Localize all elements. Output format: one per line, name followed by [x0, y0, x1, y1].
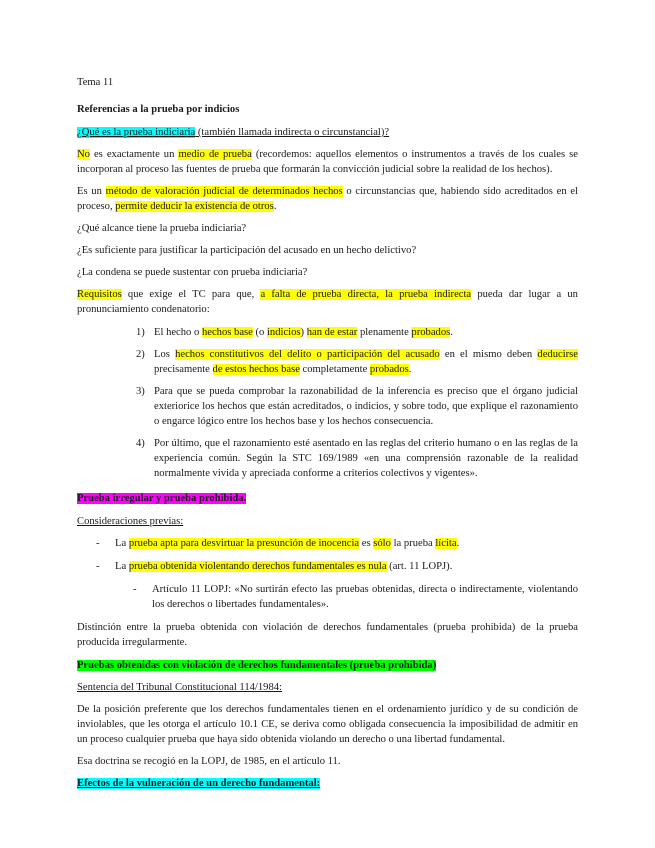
list-number: 1): [136, 327, 145, 338]
highlight-yellow: prueba obtenida violentando derechos fundamentales es nula: [128, 561, 387, 572]
sentencia-reference: Sentencia del Tribunal Constitucional 114/1984:: [77, 682, 282, 693]
previous-considerations: Consideraciones previas:: [77, 516, 184, 527]
text-run: (recordemos: aquellos elementos o instrumentos a través de los cuales se incorporan al proceso las fuentes de prueba que formarán la convicción judicial sobre la realidad de los hechos).: [77, 149, 578, 175]
question-conviction: ¿La condena se puede sustentar con prueba indiciaria?: [77, 267, 308, 278]
text-run: El hecho o: [154, 327, 202, 338]
text-run: ): [300, 327, 307, 338]
text-run: (art. 11 LOPJ).: [386, 561, 453, 572]
dash-bullet: -: [96, 538, 100, 549]
highlight-yellow: medio de prueba: [178, 149, 252, 160]
question-what-is: [77, 125, 578, 140]
text-run: en el mismo deben: [439, 349, 538, 360]
text-run: completamente: [299, 364, 370, 375]
heading-effects: [77, 776, 578, 791]
list-item: [77, 436, 578, 481]
text-run: Es un: [77, 186, 106, 197]
highlight-yellow: probados: [369, 364, 409, 375]
paragraph-distinction: Distinción entre la prueba obtenida con violación de derechos fundamentales (prueba prohibida) de la prueba producida irregularmente.: [77, 622, 578, 648]
highlight-yellow: método de valoración judicial de determinados hechos: [105, 186, 343, 197]
highlight-yellow: de estos hechos base: [212, 364, 300, 375]
text-run: es: [359, 538, 374, 549]
highlight-yellow: permite deducir la existencia de otros: [115, 201, 274, 212]
text-run: .: [456, 538, 460, 549]
dash-bullet: -: [96, 561, 100, 572]
text-run: .: [408, 364, 412, 375]
highlight-yellow: deducirse: [537, 349, 578, 360]
text-run: .: [273, 201, 277, 212]
list-item: [77, 325, 578, 340]
highlight-cyan: Efectos de la vulneración de un derecho fundamental:: [77, 778, 321, 789]
text-run: .: [450, 327, 453, 338]
text-run: que exige el TC para que,: [121, 289, 261, 300]
highlight-yellow: lícita: [435, 538, 457, 549]
text-run: La: [115, 561, 129, 572]
text-run: la prueba: [390, 538, 436, 549]
considerations-list: [77, 536, 578, 574]
document-body: [77, 75, 578, 791]
highlight-green: Pruebas obtenidas con violación de derechos fundamentales (prueba prohibida): [77, 660, 437, 671]
highlight-yellow: han de estar: [306, 327, 358, 338]
requirements-list: [77, 325, 578, 481]
highlight-yellow: No: [77, 149, 90, 160]
text-run: precisamente: [154, 364, 213, 375]
question-rest: (también llamada indirecta o circunstancial)?: [195, 127, 390, 138]
text-run: Artículo 11 LOPJ: «No surtirán efecto las pruebas obtenidas, directa o indirectamente, violentando los derechos o libertades fundamentales».: [152, 584, 578, 610]
sub-list-item: [77, 582, 578, 612]
list-number: 2): [136, 349, 145, 360]
text-run: La: [115, 538, 129, 549]
paragraph-requirements: [77, 287, 578, 317]
text-run: Los: [154, 349, 176, 360]
text-run: o circunstancias que, habiendo sido acreditados en el proceso,: [77, 186, 578, 212]
paragraph-lopj-doctrine: Esa doctrina se recogió en la LOPJ, de 1985, en el artículo 11.: [77, 756, 341, 767]
text-run: pueda dar lugar a un pronunciamiento condenatorio:: [77, 289, 578, 315]
list-number: 4): [136, 438, 145, 449]
heading-irregular-proof: [77, 491, 578, 506]
list-item: [77, 559, 578, 574]
heading-prohibited-proof: [77, 658, 578, 673]
list-item: [77, 347, 578, 377]
text-run: (o: [252, 327, 267, 338]
highlight-yellow: hechos constitutivos del delito o participación del acusado: [175, 349, 440, 360]
highlight-cyan: ¿Qué es la prueba indiciaria: [77, 127, 196, 138]
highlight-yellow: prueba apta para desvirtuar la presunción de inocencia: [128, 538, 360, 549]
highlight-yellow: a falta de prueba directa, la prueba indirecta: [260, 289, 472, 300]
highlight-yellow: probados: [411, 327, 451, 338]
question-scope: ¿Qué alcance tiene la prueba indiciaria?: [77, 223, 247, 234]
highlight-magenta: Prueba irregular y prueba prohibida.: [77, 493, 247, 504]
text-run: Para que se pueda comprobar la razonabilidad de la inferencia es preciso que el órgano judicial exteriorice los hechos que están acreditados, o indicios, y sobre todo, que explique el razonamiento o engarce lógico entre los hechos base y los hechos consecuencia.: [154, 386, 578, 427]
highlight-yellow: sólo: [373, 538, 391, 549]
text-run: es exactamente un: [89, 149, 179, 160]
section-title: Referencias a la prueba por indicios: [77, 104, 240, 115]
paragraph-fundamental-rights: De la posición preferente que los derechos fundamentales tienen en el ordenamiento jurídico y de su condición de inviolables, que les otorga el artículo 10.1 CE, se deriva como obligada consecuencia la imposibilidad de admitir en un proceso cualquier prueba que haya sido obtenida violando un derecho o una libertad fundamental.: [77, 704, 578, 745]
highlight-yellow: indicios: [266, 327, 301, 338]
list-item: [77, 536, 578, 551]
list-number: 3): [136, 386, 145, 397]
paragraph-valuation-method: [77, 184, 578, 214]
paragraph-not-means-of-proof: [77, 147, 578, 177]
question-sufficient: ¿Es suficiente para justificar la participación del acusado en un hecho delictivo?: [77, 245, 417, 256]
highlight-yellow: Requisitos: [77, 289, 122, 300]
dash-bullet: -: [133, 584, 137, 595]
text-run: Por último, que el razonamiento esté asentado en las reglas del criterio humano o en las reglas de la experiencia común. Según la STC 169/1989 «en una comprensión razonable de la realidad normalmente vivida y apreciada conforme a criterios colectivos y vigentes».: [154, 438, 578, 479]
text-run: plenamente: [357, 327, 412, 338]
highlight-yellow: hechos base: [201, 327, 253, 338]
topic-number: Tema 11: [77, 77, 114, 88]
list-item: [77, 384, 578, 429]
